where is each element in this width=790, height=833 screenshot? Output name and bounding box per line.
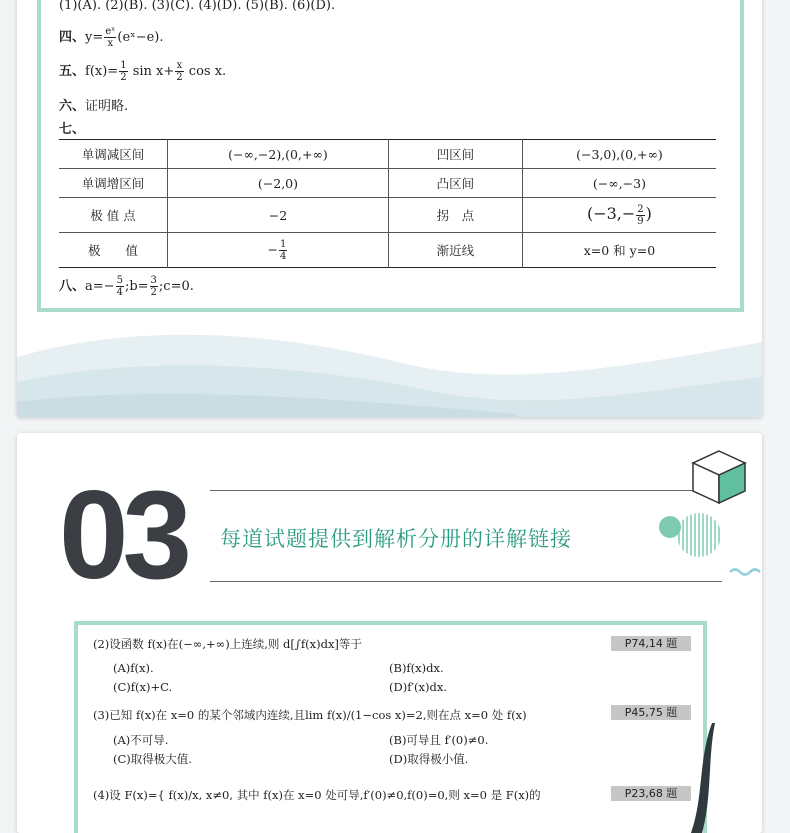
table-cell <box>168 233 389 268</box>
table-cell: (−3,0),(0,+∞) <box>522 140 716 169</box>
table-cell: (−∞,−2),(0,+∞) <box>168 140 389 169</box>
cube-icon <box>689 447 749 507</box>
swirl-decoration <box>677 723 717 833</box>
table-cell: 凹区间 <box>388 140 522 169</box>
table-cell: 拐 点 <box>388 198 522 233</box>
table-cell: (−∞,−3) <box>522 169 716 198</box>
table-cell: −2 <box>168 198 389 233</box>
table-cell: 极 值 点 <box>59 198 168 233</box>
wave-decoration <box>17 322 762 417</box>
q8-a-den: 4 <box>116 287 123 298</box>
table-fraction <box>279 239 287 262</box>
answer-q4 <box>59 26 164 49</box>
table-cell: (−2,0) <box>168 169 389 198</box>
table-cell-text: (−3,− <box>586 203 636 223</box>
option-c: (C)取得极大值. <box>113 752 192 766</box>
section-number: 03 <box>59 466 187 605</box>
table-cell-text: ) <box>645 203 652 223</box>
table-frac-den: 9 <box>637 215 644 227</box>
q8-a: a=− <box>85 279 115 294</box>
table-row <box>59 140 716 169</box>
q6-text: 证明略. <box>85 99 129 114</box>
q8-a-num: 5 <box>116 275 123 286</box>
q5-f1-den: 2 <box>120 72 127 83</box>
table-cell: 极 值 <box>59 233 168 268</box>
q8-fraction-a <box>116 275 124 298</box>
table-cell: 单调增区间 <box>59 169 168 198</box>
section-tagline: 每道试题提供到解析分册的详解链接 <box>220 527 572 551</box>
divider-top <box>210 490 705 491</box>
table-cell-text: − <box>267 241 278 257</box>
q5-mid: sin x+ <box>132 64 175 79</box>
dots-decoration-icon <box>657 511 727 561</box>
table-row <box>59 233 716 268</box>
answer-link-badge[interactable]: P23,68 题 <box>611 786 691 801</box>
option-c: (C)f(x)+C. <box>113 680 173 694</box>
answer-link-badge[interactable]: P45,75 题 <box>611 705 691 720</box>
answer-q8 <box>59 275 194 298</box>
q5-fraction-2 <box>175 60 183 83</box>
question-text: (3)已知 f(x)在 x=0 的某个邻域内连续,且lim f(x)/(1−cos x)=2,则在点 x=0 处 f(x) <box>93 708 527 722</box>
divider-bottom <box>210 581 722 582</box>
option-d: (D)f′(x)dx. <box>389 680 448 694</box>
q4-label: 四、 <box>59 30 86 45</box>
table-row <box>59 198 716 233</box>
q8-b-den: 2 <box>150 287 157 298</box>
answer-card <box>17 0 762 417</box>
answer-q7 <box>59 118 85 137</box>
feature-card <box>17 433 762 833</box>
q4-fraction <box>104 26 116 49</box>
q5-f2-den: 2 <box>176 72 183 83</box>
q4-rhs: (eˣ−e). <box>117 30 164 45</box>
q8-c: ;c=0. <box>158 279 194 294</box>
table-cell: 凸区间 <box>388 169 522 198</box>
option-d: (D)取得极小值. <box>389 752 469 766</box>
question-text: (2)设函数 f(x)在(−∞,+∞)上连续,则 d[∫f(x)dx]等于 <box>93 637 362 651</box>
table-cell: 单调减区间 <box>59 140 168 169</box>
q8-label: 八、 <box>59 279 86 294</box>
table-fraction <box>636 204 644 227</box>
q8-fraction-b <box>150 275 158 298</box>
table-cell: x=0 和 y=0 <box>522 233 716 268</box>
table-cell: 渐近线 <box>388 233 522 268</box>
q5-f2-num: x <box>176 60 183 71</box>
option-b: (B)f(x)dx. <box>389 661 444 675</box>
answer-link-badge[interactable]: P74,14 题 <box>611 636 691 651</box>
option-a: (A)不可导. <box>113 733 169 747</box>
table-frac-den: 4 <box>280 250 287 262</box>
q8-b-num: 3 <box>150 275 157 286</box>
q6-label: 六、 <box>59 99 86 114</box>
answer-q5 <box>59 60 226 83</box>
q8-b: ;b= <box>124 279 149 294</box>
answer-q6 <box>59 95 128 114</box>
answer-table <box>59 139 716 268</box>
q4-frac-den: x <box>107 38 114 49</box>
q4-frac-num: eˣ <box>105 26 116 37</box>
table-cell <box>522 198 716 233</box>
table-row <box>59 169 716 198</box>
table-frac-num: 2 <box>637 203 644 215</box>
q5-f1-num: 1 <box>120 60 127 71</box>
q5-fraction-1 <box>119 60 127 83</box>
squiggle-icon <box>729 565 762 577</box>
q5-lhs: f(x)= <box>85 64 119 79</box>
option-a: (A)f(x). <box>113 661 154 675</box>
q5-rhs: cos x. <box>188 64 227 79</box>
answer-line-choices: (1)(A). (2)(B). (3)(C). (4)(D). (5)(B). (6)(D). <box>59 0 336 13</box>
q7-label: 七、 <box>59 122 86 137</box>
option-b: (B)可导且 f′(0)≠0. <box>389 733 489 747</box>
q5-label: 五、 <box>59 64 86 79</box>
question-text: (4)设 F(x)={ f(x)/x, x≠0, 其中 f(x)在 x=0 处可导,f′(0)≠0,f(0)=0,则 x=0 是 F(x)的 <box>93 788 541 802</box>
table-frac-num: 1 <box>280 238 287 250</box>
q4-lhs: y= <box>85 30 104 45</box>
